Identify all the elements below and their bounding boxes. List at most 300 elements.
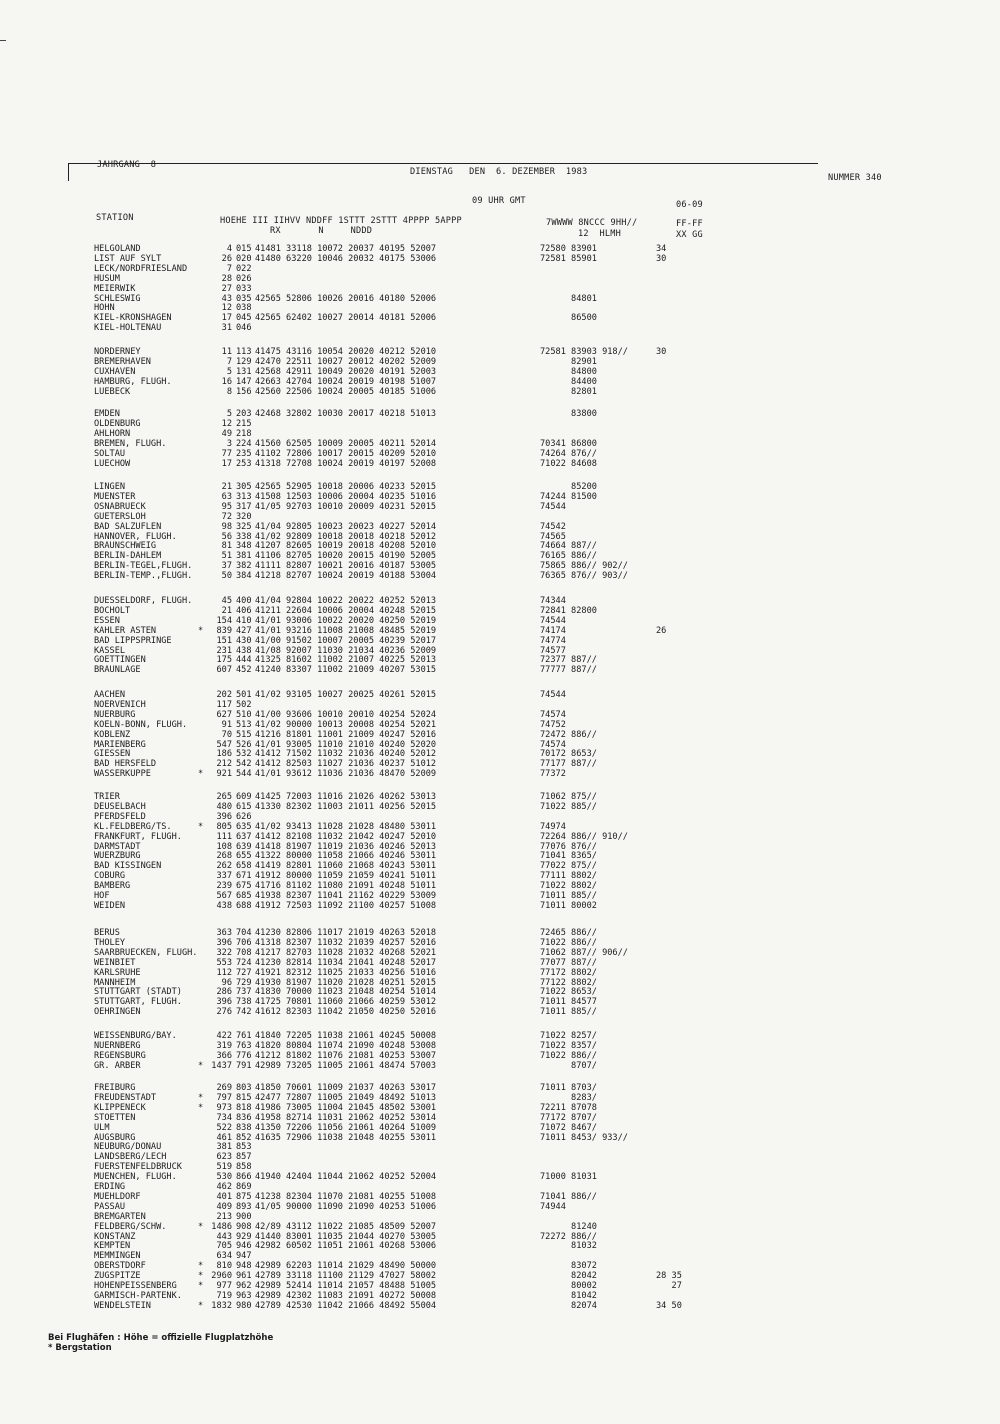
synop-groups: 41/05 90000 11090 21090 40253 51006 <box>255 1201 437 1212</box>
gust-values: 34 <box>656 244 667 254</box>
station-index: 776 <box>236 1050 252 1061</box>
synop-groups: 41716 81102 11080 21091 40248 51011 <box>255 881 437 892</box>
station-height: 28 <box>221 273 232 284</box>
station-index: 203 <box>236 409 252 419</box>
observation-time: 09 UHR GMT <box>472 196 526 206</box>
station-name: WASSERKUPPE <box>94 769 151 780</box>
col-gust: FF-FF <box>676 219 703 229</box>
synop-groups: 41350 72206 11056 21061 40264 51009 <box>255 1122 437 1133</box>
station-height: 530 <box>216 1172 232 1183</box>
station-name: FREUDENSTADT <box>94 1092 157 1103</box>
station-name: WENDELSTEIN <box>94 1300 151 1311</box>
station-index: 218 <box>236 428 252 439</box>
station-name: FUERSTENFELDBRUCK <box>94 1162 182 1173</box>
station-index: 427 <box>236 625 252 636</box>
station-height: 839 <box>216 625 232 636</box>
weather-groups: 84400 <box>540 376 597 387</box>
station-index: 313 <box>236 491 252 502</box>
station-name: KAHLER ASTEN <box>94 625 157 636</box>
station-height: 519 <box>216 1162 232 1173</box>
station-index: 946 <box>236 1241 252 1252</box>
station-index: 708 <box>236 947 252 958</box>
station-name: KASSEL <box>94 645 126 656</box>
synop-groups: 41820 80804 11074 21090 40248 53008 <box>255 1040 437 1051</box>
weather-groups: 82042 <box>540 1271 597 1282</box>
station-name: THOLEY <box>94 937 126 948</box>
weather-groups: 71011 80002 <box>540 900 597 911</box>
station-height: 337 <box>216 871 232 882</box>
weather-groups: 80002 <box>540 1281 597 1291</box>
mountain-marker: * <box>198 1300 204 1311</box>
station-name: MEIERWIK <box>94 283 136 294</box>
synop-groups: 41425 72003 11016 21026 40262 53013 <box>255 792 437 802</box>
station-height: 438 <box>216 900 232 911</box>
weather-groups: 72472 886// <box>540 729 597 740</box>
station-index: 961 <box>236 1271 252 1282</box>
weather-groups: 82074 <box>540 1300 597 1311</box>
station-name: MEMMINGEN <box>94 1251 141 1262</box>
weather-groups: 71022 8802/ <box>540 881 597 892</box>
issue-date: DIENSTAG DEN 6. DEZEMBER 1983 <box>410 167 588 177</box>
station-name: GUETERSLOH <box>94 511 146 522</box>
weather-groups: 71000 81031 <box>540 1172 597 1183</box>
station-height: 37 <box>221 561 232 572</box>
station-height: 2960 <box>211 1271 232 1282</box>
weather-groups: 71011 8453/ 933// <box>540 1132 628 1143</box>
weather-groups: 71011 885// <box>540 891 597 901</box>
station-height: 921 <box>216 769 232 780</box>
station-height: 77 <box>221 448 232 459</box>
station-height: 7 <box>226 356 232 367</box>
station-index: 704 <box>236 928 252 938</box>
synop-groups: 41/02 93105 10027 20025 40261 52015 <box>255 690 437 700</box>
station-index: 348 <box>236 541 252 552</box>
synop-groups: 41230 82814 11034 21041 40248 52017 <box>255 957 437 968</box>
station-height: 634 <box>216 1251 232 1262</box>
synop-groups: 41322 80000 11058 21066 40246 53011 <box>255 851 437 862</box>
weather-groups: 82901 <box>540 356 597 367</box>
station-index: 510 <box>236 709 252 720</box>
station-height: 5 <box>226 409 232 419</box>
synop-groups: 42663 42704 10024 20019 40198 51007 <box>255 376 437 387</box>
weather-groups: 74544 <box>540 615 566 626</box>
station-name: BAD LIPPSPRINGE <box>94 635 172 646</box>
station-name: WUERZBURG <box>94 851 141 862</box>
station-height: 21 <box>221 605 232 616</box>
station-index: 858 <box>236 1162 252 1173</box>
station-index: 325 <box>236 521 252 532</box>
station-index: 526 <box>236 739 252 750</box>
station-index: 224 <box>236 438 252 449</box>
station-height: 4 <box>226 244 232 254</box>
synop-groups: 41508 12503 10006 20004 40235 51016 <box>255 491 437 502</box>
station-height: 186 <box>216 749 232 760</box>
station-name: NORDERNEY <box>94 347 141 357</box>
station-height: 112 <box>216 967 232 978</box>
station-height: 31 <box>221 323 232 334</box>
col-weather-sub: 12 HLMH <box>578 229 621 239</box>
station-height: 43 <box>221 293 232 304</box>
station-name: KARLSRUHE <box>94 967 141 978</box>
weather-groups: 83072 <box>540 1261 597 1272</box>
station-index: 791 <box>236 1060 252 1071</box>
synop-groups: 41938 82307 11041 21162 40229 53009 <box>255 891 437 901</box>
synop-groups: 41940 42404 11044 21062 40252 52004 <box>255 1172 437 1183</box>
weather-groups: 72465 886// <box>540 928 597 938</box>
station-height: 51 <box>221 551 232 562</box>
station-index: 033 <box>236 283 252 294</box>
station-height: 381 <box>216 1142 232 1153</box>
station-height: 705 <box>216 1241 232 1252</box>
synop-groups: 41830 70000 11023 21048 40254 51014 <box>255 987 437 998</box>
weather-groups: 81240 <box>540 1221 597 1232</box>
station-name: HOF <box>94 891 110 901</box>
synop-groups: 41912 72503 11092 21100 40257 51008 <box>255 900 437 911</box>
station-name: LINGEN <box>94 482 126 492</box>
synop-groups: 41218 82707 10024 20019 40188 53004 <box>255 571 437 582</box>
station-index: 035 <box>236 293 252 304</box>
station-height: 627 <box>216 709 232 720</box>
synop-groups: 42982 60502 11051 21061 40268 53006 <box>255 1241 437 1252</box>
station-height: 16 <box>221 376 232 387</box>
synop-groups: 41725 70801 11060 21066 40259 53012 <box>255 997 437 1008</box>
weather-groups: 71062 887// 906// <box>540 947 628 958</box>
station-index: 671 <box>236 871 252 882</box>
synop-groups: 41/01 93005 11010 21010 40240 52020 <box>255 739 437 750</box>
station-name: TRIER <box>94 792 120 802</box>
weather-groups: 74174 <box>540 625 566 636</box>
station-height: 3 <box>226 438 232 449</box>
synop-groups: 41230 82806 11017 21019 40263 52018 <box>255 928 437 938</box>
synop-groups: 41330 82302 11003 21011 40256 52015 <box>255 801 437 812</box>
station-name: WEISSENBURG/BAY. <box>94 1031 177 1041</box>
weather-groups: 81042 <box>540 1290 597 1301</box>
weather-groups: 77372 <box>540 769 566 780</box>
station-index: 852 <box>236 1132 252 1143</box>
station-index: 761 <box>236 1031 252 1041</box>
station-height: 56 <box>221 531 232 542</box>
synop-groups: 41418 81907 11019 21036 40246 52013 <box>255 841 437 852</box>
station-height: 108 <box>216 841 232 852</box>
footnote-mountain: * Bergstation <box>48 1343 112 1353</box>
station-height: 396 <box>216 997 232 1008</box>
station-name: FREIBURG <box>94 1083 136 1093</box>
weather-groups: 74344 <box>540 596 566 606</box>
weather-groups: 76165 886// <box>540 551 597 562</box>
station-name: KONSTANZ <box>94 1231 136 1242</box>
station-index: 947 <box>236 1251 252 1262</box>
station-index: 615 <box>236 801 252 812</box>
station-index: 410 <box>236 615 252 626</box>
station-name: HOHENPEISSENBERG <box>94 1281 177 1291</box>
synop-groups: 42989 73205 11005 21061 48474 57003 <box>255 1060 437 1071</box>
station-height: 396 <box>216 937 232 948</box>
synop-groups: 41481 33118 10072 20037 40195 52007 <box>255 244 437 254</box>
synop-groups: 42565 52806 10026 20016 40180 52006 <box>255 293 437 304</box>
station-index: 818 <box>236 1102 252 1113</box>
weather-groups: 74664 887// <box>540 541 597 552</box>
station-index: 113 <box>236 347 252 357</box>
station-index: 963 <box>236 1290 252 1301</box>
station-height: 45 <box>221 596 232 606</box>
station-index: 803 <box>236 1083 252 1093</box>
station-height: 286 <box>216 987 232 998</box>
station-name: SAARBRUECKEN, FLUGH. <box>94 947 198 958</box>
synop-groups: 42789 33118 11100 21129 47027 58002 <box>255 1271 437 1282</box>
station-name: ULM <box>94 1122 110 1133</box>
station-name: KIEL-HOLTENAU <box>94 323 162 334</box>
station-index: 675 <box>236 881 252 892</box>
station-index: 857 <box>236 1152 252 1163</box>
synop-groups: 41412 82503 11027 21036 40237 51012 <box>255 759 437 770</box>
station-index: 305 <box>236 482 252 492</box>
station-name: BERLIN-TEMP.,FLUGH. <box>94 571 193 582</box>
weather-groups: 72841 82800 <box>540 605 597 616</box>
station-index: 875 <box>236 1191 252 1202</box>
station-height: 797 <box>216 1092 232 1103</box>
synop-groups: 41111 82807 10021 20016 40187 53005 <box>255 561 437 572</box>
station-height: 607 <box>216 665 232 676</box>
footnote-airports: Bei Flughäfen : Höhe = offizielle Flugplatzhöhe <box>48 1333 274 1343</box>
station-index: 962 <box>236 1281 252 1291</box>
station-height: 977 <box>216 1281 232 1291</box>
weather-groups: 74574 <box>540 739 566 750</box>
station-name: MUENSTER <box>94 491 136 502</box>
station-name: LIST AUF SYLT <box>94 253 162 264</box>
weather-groups: 72264 886// 910// <box>540 831 628 842</box>
time-range: 06-09 <box>676 200 703 210</box>
gust-values: 30 <box>656 347 667 357</box>
station-index: 655 <box>236 851 252 862</box>
station-height: 175 <box>216 655 232 666</box>
weather-groups: 8707/ <box>540 1060 597 1071</box>
station-name: ESSEN <box>94 615 120 626</box>
station-index: 438 <box>236 645 252 656</box>
synop-groups: 41475 43116 10054 20020 40212 52010 <box>255 347 437 357</box>
station-height: 81 <box>221 541 232 552</box>
station-height: 26 <box>221 253 232 264</box>
synop-groups: 41412 71502 11032 21036 40240 52012 <box>255 749 437 760</box>
station-index: 022 <box>236 263 252 274</box>
synop-groups: 42989 52414 11014 21057 48488 51005 <box>255 1281 437 1291</box>
station-name: BAD SALZUFLEN <box>94 521 162 532</box>
station-index: 688 <box>236 900 252 911</box>
station-height: 567 <box>216 891 232 901</box>
station-name: ZUGSPITZE <box>94 1271 141 1282</box>
station-name: HANNOVER, FLUGH. <box>94 531 177 542</box>
station-name: KOBLENZ <box>94 729 131 740</box>
station-index: 893 <box>236 1201 252 1212</box>
weather-groups: 74264 876// <box>540 448 597 459</box>
synop-groups: 41238 82304 11070 21081 40255 51008 <box>255 1191 437 1202</box>
station-index: 853 <box>236 1142 252 1153</box>
station-index: 639 <box>236 841 252 852</box>
station-height: 49 <box>221 428 232 439</box>
station-name: NOERVENICH <box>94 699 146 710</box>
station-height: 72 <box>221 511 232 522</box>
station-index: 929 <box>236 1231 252 1242</box>
station-height: 12 <box>221 418 232 429</box>
weather-groups: 84800 <box>540 366 597 377</box>
weather-groups: 8283/ <box>540 1092 597 1103</box>
station-name: HELGOLAND <box>94 244 141 254</box>
synop-groups: 41/01 93216 11008 21008 48485 52019 <box>255 625 437 636</box>
station-height: 443 <box>216 1231 232 1242</box>
station-name: MARIENBERG <box>94 739 146 750</box>
weather-groups: 74574 <box>540 709 566 720</box>
gust-values: 28 35 <box>656 1271 682 1282</box>
mountain-marker: * <box>198 769 204 780</box>
synop-groups: 41912 80000 11059 21059 40241 51011 <box>255 871 437 882</box>
station-height: 973 <box>216 1102 232 1113</box>
station-name: LANDSBERG/LECH <box>94 1152 167 1163</box>
station-name: DUESSELDORF, FLUGH. <box>94 596 193 606</box>
weather-groups: 74974 <box>540 821 566 832</box>
station-index: 513 <box>236 719 252 730</box>
station-index: 626 <box>236 811 252 822</box>
station-index: 156 <box>236 386 252 397</box>
station-height: 5 <box>226 366 232 377</box>
station-height: 17 <box>221 313 232 324</box>
station-height: 810 <box>216 1261 232 1272</box>
col-weather: 7WWWW 8NCCC 9HH// <box>546 218 638 228</box>
weather-groups: 71022 886// <box>540 1050 597 1061</box>
station-index: 866 <box>236 1172 252 1183</box>
weather-groups: 85200 <box>540 482 597 492</box>
station-name: FELDBERG/SCHW. <box>94 1221 167 1232</box>
weather-groups: 70341 86800 <box>540 438 597 449</box>
station-name: OBERSTDORF <box>94 1261 146 1272</box>
station-height: 95 <box>221 501 232 512</box>
weather-groups: 71062 875// <box>540 792 597 802</box>
station-name: MANNHEIM <box>94 977 136 988</box>
synop-groups: 41/02 93413 11028 21028 48480 53011 <box>255 821 437 832</box>
station-name: KL.FELDBERG/TS. <box>94 821 172 832</box>
weather-groups: 86500 <box>540 313 597 324</box>
station-index: 635 <box>236 821 252 832</box>
station-name: BREMGARTEN <box>94 1211 146 1222</box>
station-index: 544 <box>236 769 252 780</box>
station-name: COBURG <box>94 871 126 882</box>
station-height: 239 <box>216 881 232 892</box>
station-index: 020 <box>236 253 252 264</box>
synop-groups: 42477 72807 11005 21049 48492 51013 <box>255 1092 437 1103</box>
station-index: 501 <box>236 690 252 700</box>
synop-groups: 42560 22506 10024 20005 40185 51006 <box>255 386 437 397</box>
station-name: CUXHAVEN <box>94 366 136 377</box>
station-height: 91 <box>221 719 232 730</box>
station-name: OLDENBURG <box>94 418 141 429</box>
station-name: KEMPTEN <box>94 1241 131 1252</box>
station-name: DEUSELBACH <box>94 801 146 812</box>
synop-groups: 41/04 92805 10023 20023 40227 52014 <box>255 521 437 532</box>
station-index: 815 <box>236 1092 252 1103</box>
station-index: 253 <box>236 458 252 469</box>
weather-groups: 72581 83903 918// <box>540 347 628 357</box>
weather-groups: 76365 876// 903// <box>540 571 628 582</box>
station-name: GR. ARBER <box>94 1060 141 1071</box>
station-name: KLIPPENECK <box>94 1102 146 1113</box>
station-height: 212 <box>216 759 232 770</box>
station-index: 131 <box>236 366 252 377</box>
synop-groups: 41/01 93612 11036 21036 48470 52009 <box>255 769 437 780</box>
station-name: SOLTAU <box>94 448 126 459</box>
station-height: 422 <box>216 1031 232 1041</box>
station-height: 63 <box>221 491 232 502</box>
station-index: 738 <box>236 997 252 1008</box>
synop-groups: 42468 32802 10030 20017 40218 51013 <box>255 409 437 419</box>
synop-groups: 41325 81602 11002 21007 40225 52013 <box>255 655 437 666</box>
station-name: NEUBURG/DONAU <box>94 1142 162 1153</box>
mountain-marker: * <box>198 625 204 636</box>
weather-groups: 77076 876// <box>540 841 597 852</box>
station-index: 045 <box>236 313 252 324</box>
weather-groups: 74244 81500 <box>540 491 597 502</box>
mountain-marker: * <box>198 821 204 832</box>
weather-groups: 72580 83901 <box>540 244 597 254</box>
station-name: BREMERHAVEN <box>94 356 151 367</box>
station-index: 763 <box>236 1040 252 1051</box>
station-name: STOETTEN <box>94 1112 136 1123</box>
weather-groups: 71011 84577 <box>540 997 597 1008</box>
station-name: MUEHLDORF <box>94 1191 141 1202</box>
synop-groups: 41212 81802 11076 21081 40253 53007 <box>255 1050 437 1061</box>
station-height: 396 <box>216 811 232 822</box>
station-index: 908 <box>236 1221 252 1232</box>
station-height: 319 <box>216 1040 232 1051</box>
station-name: BREMEN, FLUGH. <box>94 438 167 449</box>
station-height: 1437 <box>211 1060 232 1071</box>
synop-groups: 41635 72906 11038 21048 40255 53011 <box>255 1132 437 1143</box>
station-name: EMDEN <box>94 409 120 419</box>
weather-groups: 74944 <box>540 1201 566 1212</box>
synop-groups: 41207 82605 10019 20018 40208 52010 <box>255 541 437 552</box>
weather-groups: 71022 886// <box>540 937 597 948</box>
synop-groups: 42/89 43112 11022 21085 48509 52007 <box>255 1221 437 1232</box>
synop-groups: 41419 82801 11060 21068 40243 53011 <box>255 861 437 872</box>
station-name: GARMISCH-PARTENK. <box>94 1290 182 1301</box>
station-name: BOCHOLT <box>94 605 131 616</box>
weather-groups: 77172 8707/ <box>540 1112 597 1123</box>
station-index: 980 <box>236 1300 252 1311</box>
station-index: 742 <box>236 1007 252 1018</box>
station-height: 213 <box>216 1211 232 1222</box>
station-name: SCHLESWIG <box>94 293 141 304</box>
weather-groups: 71022 84608 <box>540 458 597 469</box>
weather-groups: 71011 8703/ <box>540 1083 597 1093</box>
station-height: 734 <box>216 1112 232 1123</box>
station-height: 805 <box>216 821 232 832</box>
station-height: 12 <box>221 303 232 314</box>
station-index: 869 <box>236 1182 252 1192</box>
weather-groups: 81032 <box>540 1241 597 1252</box>
station-height: 322 <box>216 947 232 958</box>
station-index: 400 <box>236 596 252 606</box>
station-height: 117 <box>216 699 232 710</box>
synop-groups: 41560 62505 10009 20005 40211 52014 <box>255 438 437 449</box>
weather-groups: 71022 8653/ <box>540 987 597 998</box>
station-height: 553 <box>216 957 232 968</box>
synop-groups: 41480 63220 10046 20032 40175 53006 <box>255 253 437 264</box>
station-height: 461 <box>216 1132 232 1143</box>
col-codes-sub: RX N NDDD <box>270 226 373 236</box>
station-height: 98 <box>221 521 232 532</box>
mountain-marker: * <box>198 1261 204 1272</box>
synop-groups: 41102 72806 10017 20015 40209 52010 <box>255 448 437 459</box>
station-name: HUSUM <box>94 273 120 284</box>
scan-mark <box>0 40 6 41</box>
weather-groups: 72377 887// <box>540 655 597 666</box>
